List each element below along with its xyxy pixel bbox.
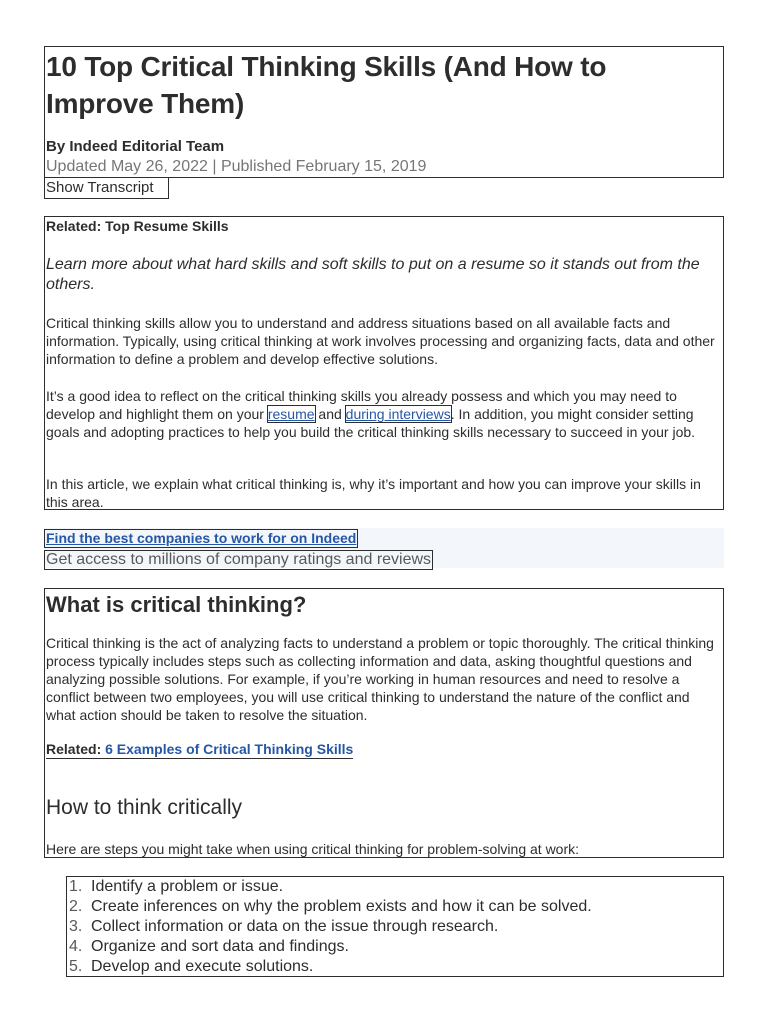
intro-paragraph-1: Critical thinking skills allow you to understand and address situations based on all available facts and information. Typically, using critical thinking at work involves processing and organizing facts, data and other information to define a problem and develop effective solutions. [46,315,715,367]
intro-paragraph-2 [46,387,722,441]
how-intro: Here are steps you might take when using critical thinking for problem-solving at work: [46,841,580,857]
what-is-section [44,588,724,858]
list-item: 4. Organize and sort data and findings. [69,938,349,955]
steps-list [66,876,724,977]
examples-link[interactable]: 6 Examples of Critical Thinking Skills [105,741,354,757]
article-header [44,46,724,178]
list-item: 5. Develop and execute solutions. [69,958,314,975]
how-heading: How to think critically [46,796,243,819]
intro-paragraph-2-text-b: and [314,406,346,422]
list-item: 3. Collect information or data on the issue through research. [69,918,499,935]
promo-subtext: Get access to millions of company ratings and reviews [46,551,432,568]
what-is-heading: What is critical thinking? [46,592,307,617]
intro-paragraph-2-text-c: . In addition, you might consider setting goals and adopting practices to help you build the critical thinking skills necessary to succeed in your job. [46,406,696,440]
article-dates: Updated May 26, 2022 | Published February 15, 2019 [46,158,427,175]
resume-link[interactable]: resume [267,406,315,422]
intro-section [44,216,724,510]
show-transcript-button[interactable]: Show Transcript [44,177,169,199]
list-item: 2. Create inferences on why the problem exists and how it can be solved. [69,898,592,915]
related-description: Learn more about what hard skills and soft skills to put on a resume so it stands out from the others. [46,256,700,293]
what-is-paragraph: Critical thinking is the act of analyzing facts to understand a problem or topic thoroughly. The critical thinking process typically includes steps such as collecting information and data, asking thoughtful questions and analyzing possible solutions. For example, if you’re working in human resources and need to resolve a conflict between two employees, you will use critical thinking to understand the nature of the conflict and what action should be taken to resolve the situation. [46,635,714,723]
intro-paragraph-3: In this article, we explain what critical thinking is, why it’s important and how you can improve your skills in this area. [46,476,701,510]
related-heading[interactable]: Related: Top Resume Skills [46,218,229,234]
related-examples [46,741,353,759]
related-label: Related: [46,741,102,757]
find-companies-link[interactable]: Find the best companies to work for on Indeed [46,530,357,546]
intro-paragraph-2-text-a: It’s a good idea to reflect on the critical thinking skills you already possess and which you may need to develop and highlight them on your [46,388,677,422]
article-author: By Indeed Editorial Team [46,138,225,155]
during-interviews-link[interactable]: during interviews [345,406,451,422]
list-item: 1. Identify a problem or issue. [69,878,284,895]
article-title: 10 Top Critical Thinking Skills (And How to Improve Them) [46,51,607,119]
